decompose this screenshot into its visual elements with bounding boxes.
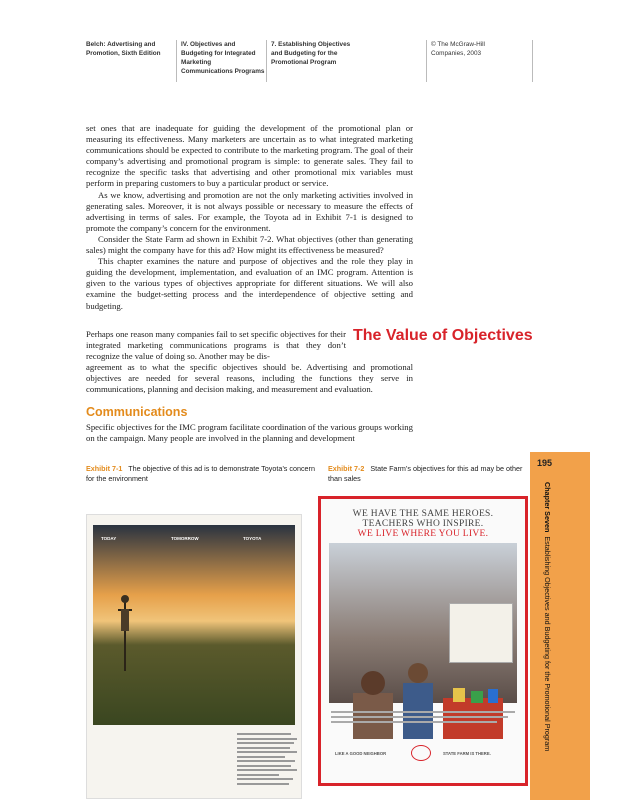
paragraph-2: As we know, advertising and promotion are not the only marketing activities involved in generating sales. Moreover, it is not always possible or necessary to measure the effects of advertising in terms of sales. For example, the Toyota ad in Exhibit 7-1 is designed to promote the company’s concern for the environment. <box>86 189 413 233</box>
state-farm-ad-image <box>318 496 528 786</box>
running-header <box>86 40 536 82</box>
header-rule <box>532 40 537 82</box>
paragraph-3: Consider the State Farm ad shown in Exhibit 7-2. What objectives (other than generating sales) might the company have for this ad? How might its effectiveness be measured? <box>86 233 413 256</box>
state-farm-tag-right: STATE FARM IS THERE. <box>443 751 491 756</box>
classroom-photo <box>329 543 517 703</box>
exhibit-7-2-label: Exhibit 7-2 <box>328 464 365 473</box>
paragraph-1: set ones that are inadequate for guiding the development of the promotional plan or measuring its effectiveness. Many marketers are uncertain as to what integrated marketing communications should be expected to contribute to the marketing program. The goal of their company’s advertising and promotional program is simple: to generate sales. They fail to recognize the specific tasks that advertising and other promotional mix variables must perform in preparing customers to buy a particular product or service. <box>86 123 413 189</box>
exhibit-7-1-text: The objective of this ad is to demonstrate Toyota’s concern for the environment <box>86 464 315 483</box>
ad-body-copy-lines <box>237 733 297 787</box>
header-book-title: Belch: Advertising and Promotion, Sixth Edition <box>86 41 161 57</box>
ad-label-toyota: TOYOTA <box>243 536 262 541</box>
section-heading-value-of-objectives: The Value of Objectives <box>353 327 533 344</box>
exhibit-7-1-caption <box>86 464 316 484</box>
state-farm-logo-icon <box>411 745 431 761</box>
body-paragraphs <box>86 123 413 312</box>
sunset-field-photo <box>93 525 295 725</box>
exhibit-7-1-label: Exhibit 7-1 <box>86 464 123 473</box>
subheading-communications: Communications <box>86 405 188 419</box>
value-paragraph <box>86 329 413 396</box>
chapter-sidebar <box>530 452 590 800</box>
scarecrow-icon <box>118 591 132 671</box>
header-chapter-title: 7. Establishing Objectives and Budgeting for the Promotional Program <box>266 40 421 82</box>
value-paragraph-rest: agreement as to what the specific objectives should be. Advertising and promotional objectives are needed for several reasons, including the functions they serve in communications, planning and decision making, and measurement and evaluation. <box>86 362 413 395</box>
header-part-title: IV. Objectives and Budgeting for Integrated Marketing Communications Programs <box>176 40 266 82</box>
chapter-running-title <box>542 482 552 751</box>
exhibit-7-2-caption <box>328 464 538 484</box>
header-copyright: © The McGraw-Hill Companies, 2003 <box>426 40 536 82</box>
chapter-number: Chapter Seven <box>543 482 552 533</box>
chapter-title: Establishing Objectives and Budgeting for the Promotional Program <box>543 536 552 752</box>
state-farm-tag-left: LIKE A GOOD NEIGHBOR <box>335 751 387 756</box>
ad-body-copy-lines <box>331 711 515 726</box>
page-number: 195 <box>537 458 553 468</box>
communications-text: Specific objectives for the IMC program facilitate coordination of the various groups working on the campaign. Many people are involved in the planning and development <box>86 422 413 444</box>
ad-label-tomorrow: TOMORROW <box>171 536 199 541</box>
state-farm-headline: WE HAVE THE SAME HEROES. TEACHERS WHO INSPIRE. WE LIVE WHERE YOU LIVE. <box>352 509 494 539</box>
exhibit-7-2-text: State Farm’s objectives for this ad may be other than sales <box>328 464 523 483</box>
value-paragraph-start: Perhaps one reason many companies fail to set specific objectives for their integrated marketing communications programs is that they don’t recognize the value of doing so. Another may be dis- <box>86 329 346 362</box>
paragraph-4: This chapter examines the nature and purpose of objectives and the role they play in guiding the development, implementation, and evaluation of an IMC program. Attention is given to the various types of objectives appropriate for different situations. We will also examine the budget-setting process and the interdependence of objective setting and budgeting. <box>86 256 413 311</box>
toyota-ad-image <box>86 514 302 799</box>
ad-label-today: TODAY <box>101 536 117 541</box>
communications-paragraph <box>86 422 413 444</box>
